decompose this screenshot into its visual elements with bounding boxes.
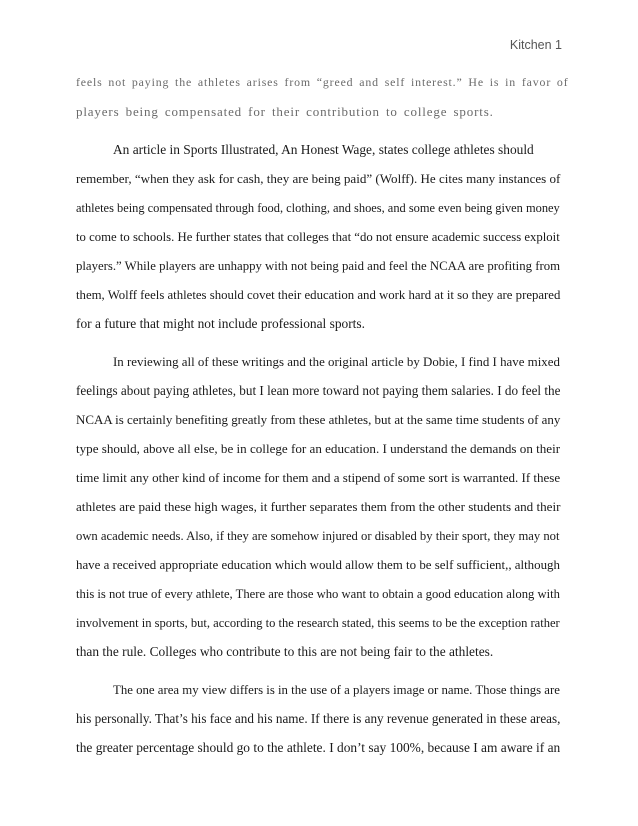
text-line: time limit any other kind of income for them and a stipend of some sort is warranted. If these (76, 470, 561, 485)
paragraph-first-line: An article in Sports Illustrated, An Honest Wage, states college athletes should (113, 142, 534, 157)
text-line: players.” While players are unhappy with not being paid and feel the NCAA are profiting from (76, 259, 561, 273)
text-line: for a future that might not include professional sports. (76, 316, 365, 331)
text-line: feels not paying the athletes arises from “greed and self interest.” He is in favor of (76, 75, 569, 89)
text-line: type should, above all else, be in college for an education. I understand the demands on their (76, 441, 561, 456)
text-line: than the rule. Colleges who contribute to this are not being fair to the athletes. (76, 644, 494, 659)
running-head: Kitchen 1 (509, 38, 562, 52)
text-line: his personally. That’s his face and his name. If there is any revenue generated in these areas, (76, 711, 561, 726)
text-line: feelings about paying athletes, but I lean more toward not paying them salaries. I do feel the (76, 383, 561, 398)
text-line: have a received appropriate education which would allow them to be self sufficient,, although (76, 557, 560, 572)
text-line: own academic needs. Also, if they are somehow injured or disabled by their sport, they may not (76, 529, 560, 543)
paragraph-first-line: In reviewing all of these writings and the original article by Dobie, I find I have mixed (113, 354, 560, 369)
text-line: involvement in sports, but, according to the research stated, this seems to be the exception rather (76, 616, 560, 630)
text-line: the greater percentage should go to the athlete. I don’t say 100%, because I am aware if an (76, 740, 561, 755)
text-line: this is not true of every athlete, There are those who want to obtain a good education along with (76, 587, 560, 601)
text-line: athletes being compensated through food, clothing, and shoes, and some even being given money (76, 201, 560, 215)
text-line: NCAA is certainly benefiting greatly from these athletes, but at the same time students of any (76, 412, 561, 427)
paragraph-first-line: The one area my view differs is in the use of a players image or name. Those things are (113, 683, 560, 697)
text-line: them, Wolff feels athletes should covet their education and work hard at it so they are prepared (76, 288, 561, 302)
text-line: to come to schools. He further states that colleges that “do not ensure academic success exploit (76, 230, 560, 244)
text-line: players being compensated for their contribution to college sports. (76, 104, 494, 119)
text-line: remember, “when they ask for cash, they are being paid” (Wolff). He cites many instances of (76, 171, 561, 186)
text-line: athletes are paid these high wages, it further separates them from the other students and their (76, 499, 561, 514)
